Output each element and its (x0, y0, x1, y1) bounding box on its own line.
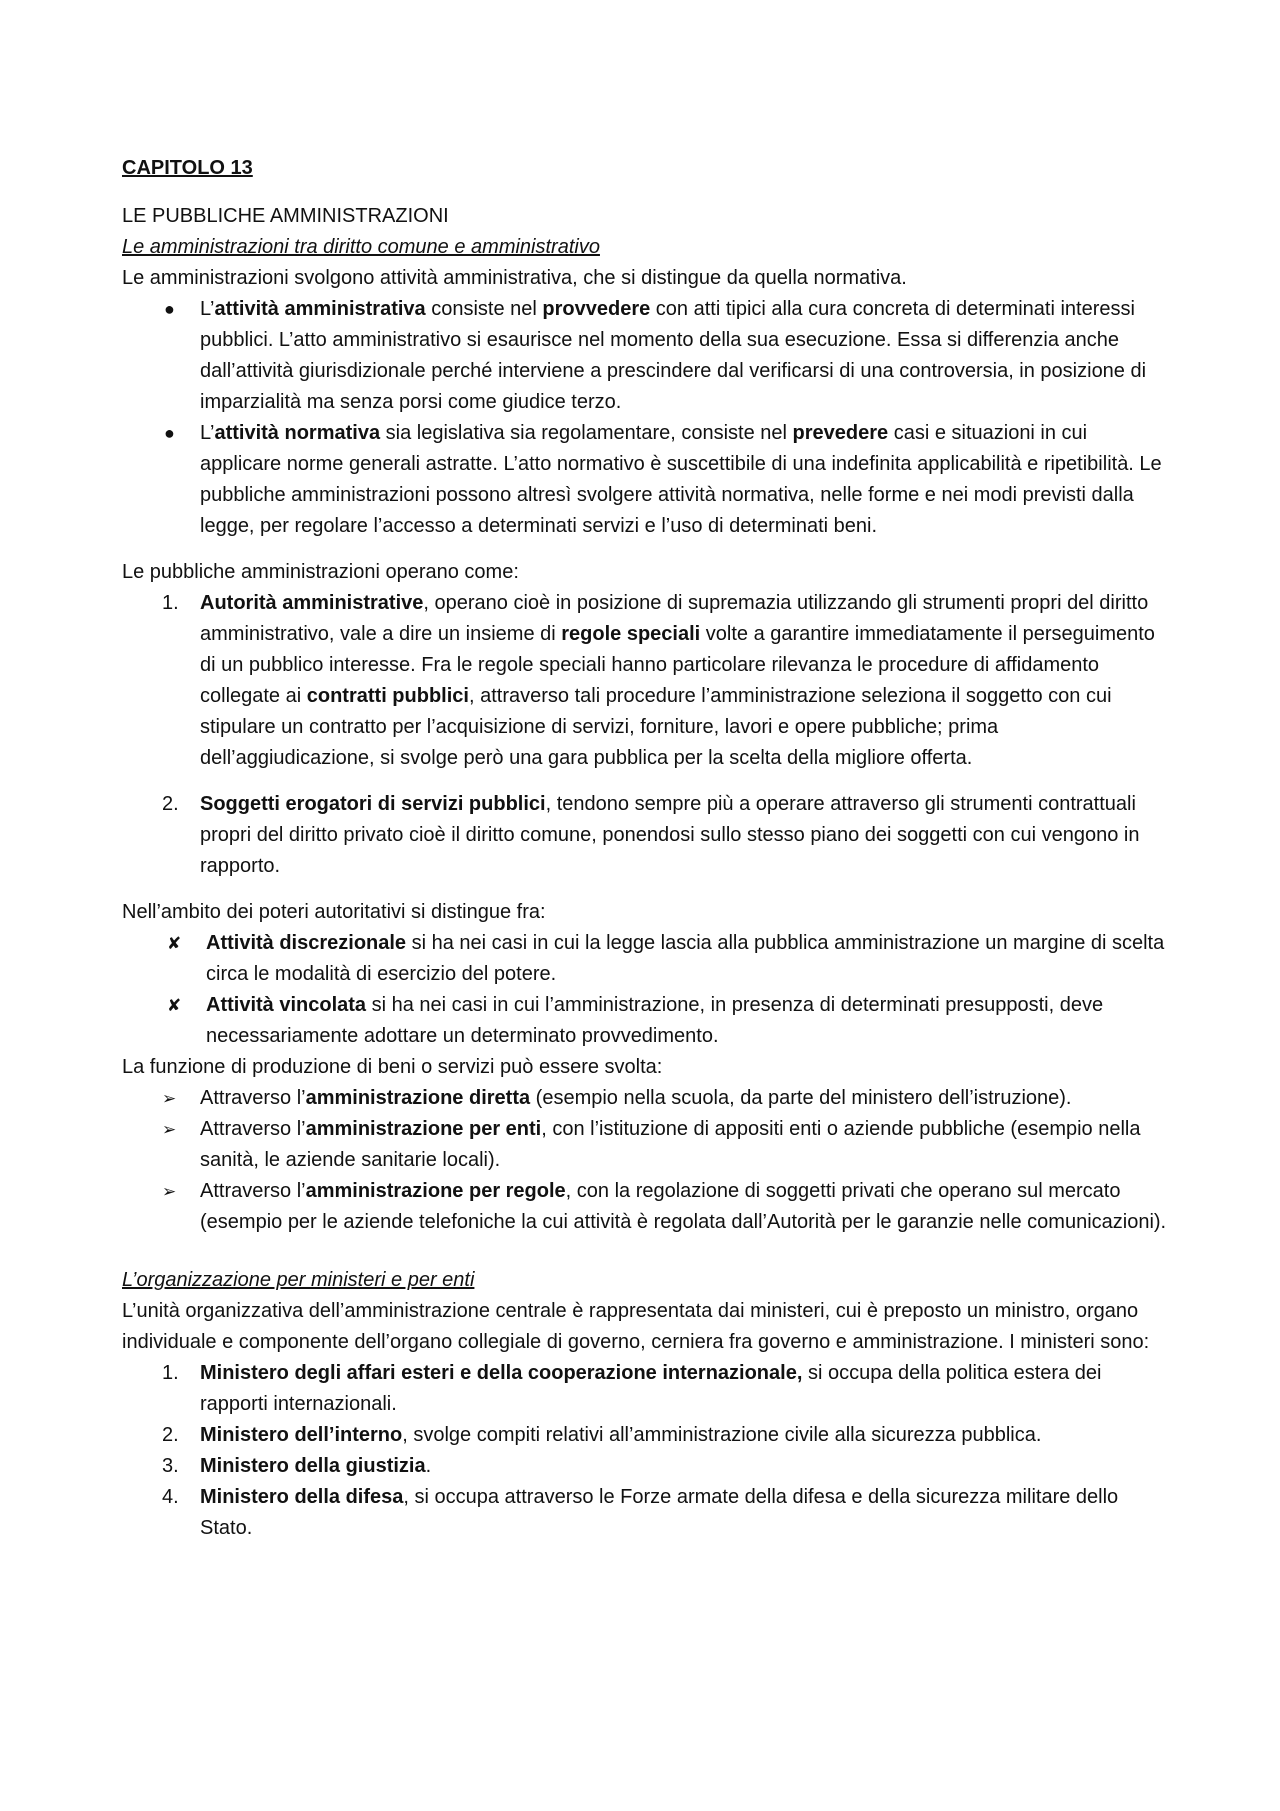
intro-paragraph-5: L’unità organizzativa dell’amministrazione centrale è rappresentata dai ministeri, cui è preposto un ministro, organo individuale e componente dell’organo collegiale di governo, cerniera fra governo e amministrazione. I ministeri sono: (122, 1300, 1150, 1353)
chapter-heading: LE PUBBLICHE AMMINISTRAZIONI (122, 205, 449, 227)
list-item-text: Ministero dell’interno, svolge compiti relativi all’amministrazione civile alla sicurezza pubblica. (200, 1424, 1042, 1446)
arrow-bullet-icon: ➢ (162, 1182, 177, 1201)
bold-term: prevedere (792, 422, 889, 444)
intro-paragraph-4: La funzione di produzione di beni o servizi può essere svolta: (122, 1056, 663, 1078)
arrow-bullet-icon: ➢ (162, 1089, 177, 1108)
bold-term: regole speciali (561, 623, 701, 645)
roles-numbered-list (122, 588, 1170, 882)
bold-term: Soggetti erogatori di servizi pubblici (200, 793, 546, 815)
list-item (122, 418, 1170, 542)
bold-term: amministrazione diretta (305, 1087, 531, 1109)
list-item-text: Attraverso l’amministrazione per regole, con la regolazione di soggetti privati che operano sul mercato (esempio per le aziende telefoniche la cui attività è regolata dall’Autorità per le garanzie nelle comunicazioni). (200, 1180, 1167, 1233)
bold-term: Autorità amministrative (200, 592, 424, 614)
list-number: 3. (162, 1455, 179, 1477)
bullet-icon: ● (164, 299, 175, 319)
list-item (122, 1482, 1170, 1544)
list-number: 1. (162, 592, 179, 614)
list-item-text: Attività discrezionale si ha nei casi in cui la legge lascia alla pubblica amministrazione un margine di scelta circa le modalità di esercizio del potere. (206, 932, 1165, 985)
list-item-text: Autorità amministrative, operano cioè in posizione di supremazia utilizzando gli strumenti propri del diritto amministrativo, vale a dire un insieme di regole speciali volte a garantire immediatamente il perseguimento di un pubblico interesse. Fra le regole speciali hanno particolare rilevanza le procedure di affidamento collegate ai contratti pubblici, attraverso tali procedure l’amministrazione seleziona il soggetto con cui stipulare un contratto per l’acquisizione di servizi, forniture, lavori e opere pubbliche; prima dell’aggiudicazione, si svolge però una gara pubblica per la scelta della migliore offerta. (200, 592, 1155, 769)
list-item-text: Soggetti erogatori di servizi pubblici, tendono sempre più a operare attraverso gli strumenti contrattuali propri del diritto privato cioè il diritto comune, ponendosi sullo stesso piano dei soggetti con cui vengono in rapporto. (200, 793, 1140, 877)
list-item-text: Attività vincolata si ha nei casi in cui l’amministrazione, in presenza di determinati presupposti, deve necessariamente adottare un determinato provvedimento. (206, 994, 1104, 1047)
bold-term: contratti pubblici (306, 685, 469, 707)
list-number: 4. (162, 1486, 179, 1508)
list-item-text: Attraverso l’amministrazione per enti, con l’istituzione di appositi enti o aziende pubbliche (esempio nella sanità, le aziende sanitarie locali). (200, 1118, 1141, 1171)
list-number: 2. (162, 793, 179, 815)
ministries-numbered-list (122, 1358, 1170, 1544)
list-item (122, 928, 1170, 990)
bold-term: Ministero degli affari esteri e della cooperazione internazionale, (200, 1362, 803, 1384)
bold-term: Attività discrezionale (206, 932, 407, 954)
list-item (122, 789, 1170, 882)
section-title-1: Le amministrazioni tra diritto comune e amministrativo (122, 236, 600, 258)
document-body (122, 153, 1170, 1544)
chapter-title: CAPITOLO 13 (122, 157, 253, 179)
section-title-2: L’organizzazione per ministeri e per enti (122, 1269, 475, 1291)
bold-term: Ministero della difesa (200, 1486, 404, 1508)
cross-mark-icon: ✘ (167, 934, 182, 953)
list-item (122, 1420, 1170, 1451)
list-item (122, 990, 1170, 1052)
bold-term: attività amministrativa (214, 298, 426, 320)
functions-arrow-list (122, 1083, 1170, 1238)
activity-bullet-list (122, 294, 1170, 542)
list-item (122, 1451, 1170, 1482)
bold-term: attività normativa (214, 422, 381, 444)
list-item (122, 294, 1170, 418)
list-item (122, 588, 1170, 774)
bullet-icon: ● (164, 423, 175, 443)
cross-mark-icon: ✘ (167, 996, 182, 1015)
list-item-text: Ministero della difesa, si occupa attraverso le Forze armate della difesa e della sicurezza militare dello Stato. (200, 1486, 1119, 1539)
list-item (122, 1176, 1170, 1238)
list-item (122, 1114, 1170, 1176)
intro-paragraph-3: Nell’ambito dei poteri autoritativi si distingue fra: (122, 901, 546, 923)
bold-term: amministrazione per regole (305, 1180, 566, 1202)
list-item-text: Attraverso l’amministrazione diretta (esempio nella scuola, da parte del ministero dell’istruzione). (200, 1087, 1072, 1109)
list-item-text: Ministero della giustizia. (200, 1455, 432, 1477)
list-item (122, 1358, 1170, 1420)
bold-term: amministrazione per enti (305, 1118, 542, 1140)
list-item-text: Ministero degli affari esteri e della cooperazione internazionale, si occupa della politica estera dei rapporti internazionali. (200, 1362, 1102, 1415)
bold-term: Ministero della giustizia (200, 1455, 426, 1477)
list-item-text: L’attività amministrativa consiste nel provvedere con atti tipici alla cura concreta di determinati interessi pubblici. L’atto amministrativo si esaurisce nel momento della sua esecuzione. Essa si differenzia anche dall’attività giurisdizionale perché interviene a prescindere dal verificarsi di una controversia, in posizione di imparzialità ma senza porsi come giudice terzo. (200, 298, 1147, 413)
intro-paragraph-1: Le amministrazioni svolgono attività amministrativa, che si distingue da quella normativa. (122, 267, 907, 289)
powers-cross-list (122, 928, 1170, 1052)
bold-term: Attività vincolata (206, 994, 367, 1016)
list-item (122, 1083, 1170, 1114)
intro-paragraph-2: Le pubbliche amministrazioni operano come: (122, 561, 519, 583)
arrow-bullet-icon: ➢ (162, 1120, 177, 1139)
list-number: 2. (162, 1424, 179, 1446)
list-item-text: L’attività normativa sia legislativa sia regolamentare, consiste nel prevedere casi e situazioni in cui applicare norme generali astratte. L’atto normativo è suscettibile di una indefinita applicabilità e ripetibilità. Le pubbliche amministrazioni possono altresì svolgere attività normativa, nelle forme e nei modi previsti dalla legge, per regolare l’accesso a determinati servizi e l’uso di determinati beni. (200, 422, 1162, 537)
bold-term: Ministero dell’interno (200, 1424, 403, 1446)
list-number: 1. (162, 1362, 179, 1384)
bold-term: provvedere (542, 298, 651, 320)
